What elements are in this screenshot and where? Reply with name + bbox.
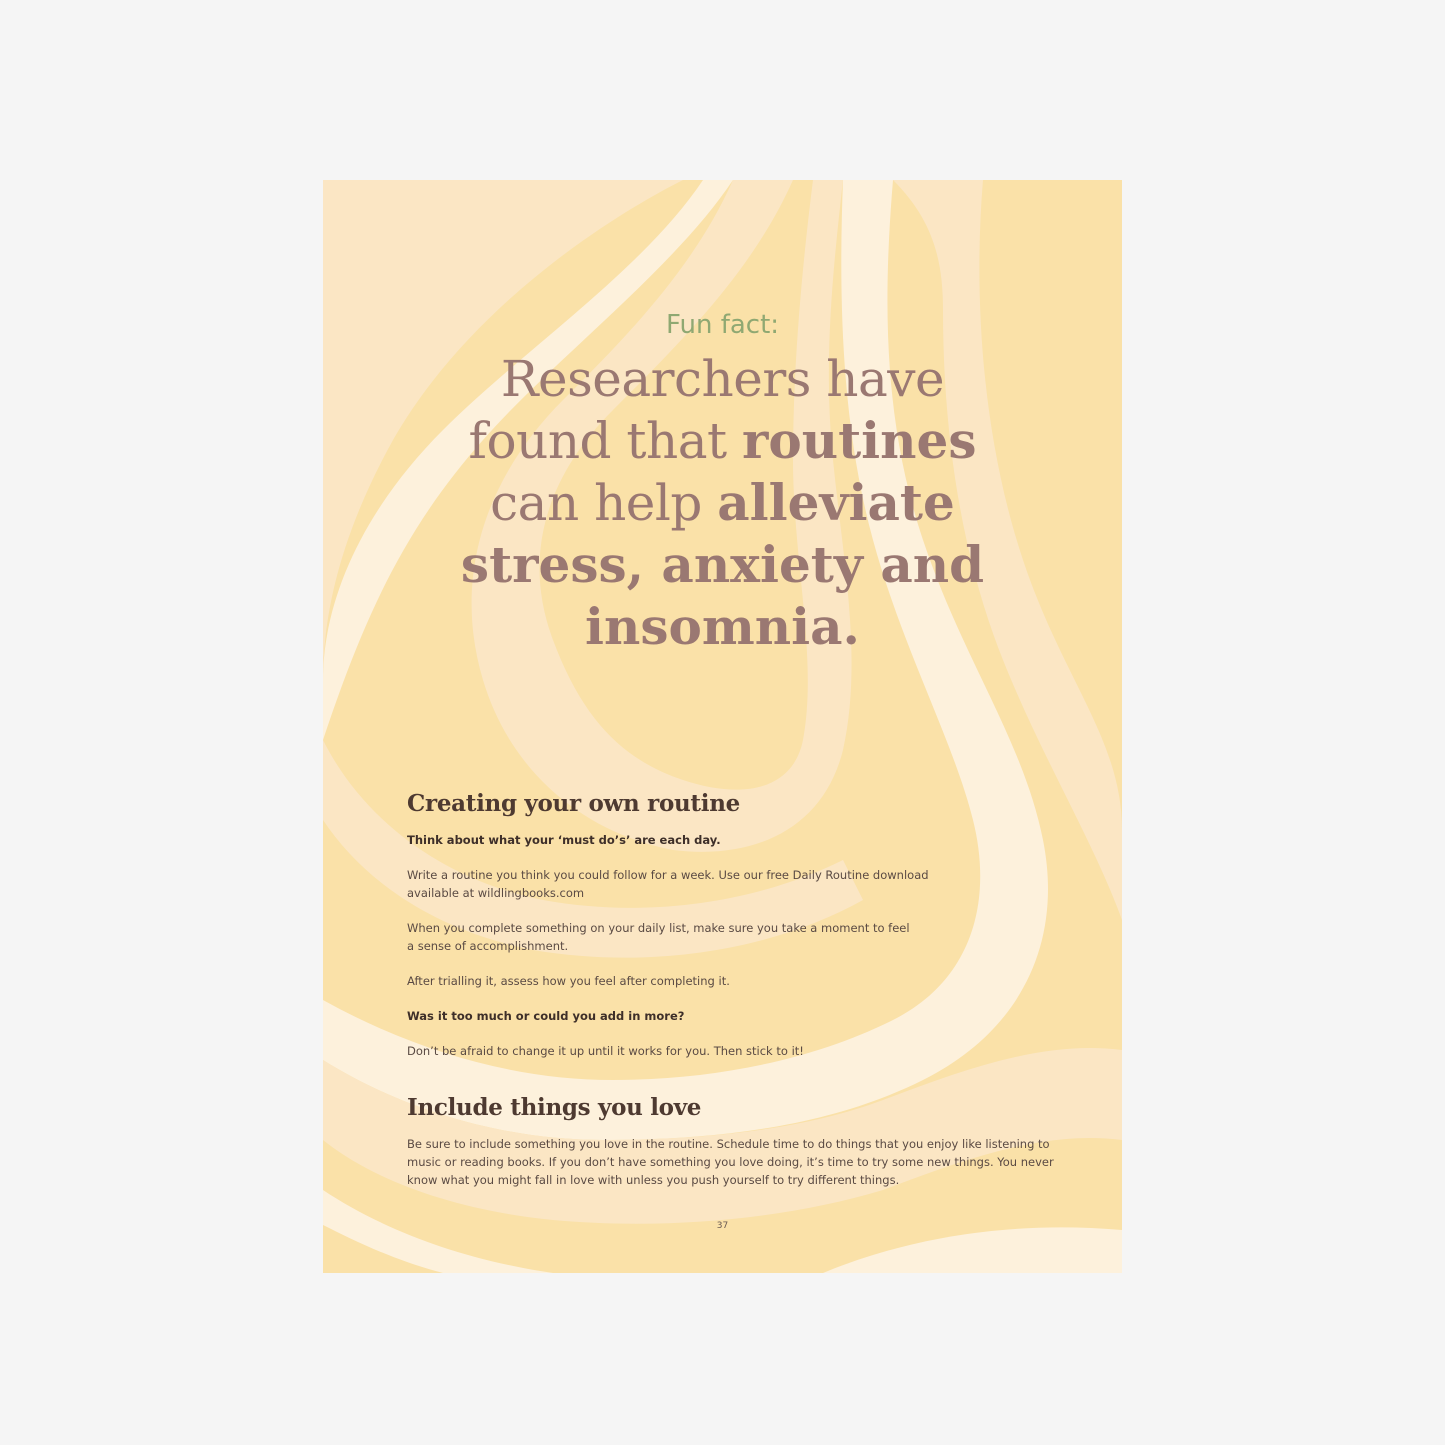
section-creating-routine <box>407 790 1077 1077</box>
headline-line-1: Researchers have <box>500 350 945 408</box>
headline <box>363 348 1082 658</box>
headline-line-4: stress, anxiety and <box>460 535 985 594</box>
headline-line-3 <box>363 472 1082 534</box>
paragraph-accomplishment: When you complete something on your daily list, make sure you take a moment to feel a sense of accomplishment. <box>407 921 910 953</box>
headline-line-3-regular: can help <box>490 474 718 532</box>
fun-fact-label: Fun fact: <box>665 310 780 340</box>
paragraph-write-routine: Write a routine you think you could follow for a week. Use our free Daily Routine download available at wildlingbooks.com <box>407 868 929 900</box>
section-heading: Creating your own routine <box>407 790 740 817</box>
section-heading: Include things you love <box>407 1094 702 1121</box>
headline-line-2-bold: routines <box>742 411 977 470</box>
headline-line-2-regular: found that <box>468 412 743 470</box>
paragraph-must-dos: Think about what your ‘must do’s’ are each day. <box>407 833 721 847</box>
book-page <box>323 180 1122 1273</box>
headline-line-5: insomnia. <box>585 597 860 656</box>
section-include-things <box>407 1094 1067 1206</box>
paragraph-change-it-up: Don’t be afraid to change it up until it works for you. Then stick to it! <box>407 1044 804 1058</box>
headline-line-3-bold: alleviate <box>717 473 955 532</box>
paragraph-include-love: Be sure to include something you love in the routine. Schedule time to do things that you enjoy like listening to music or reading books. If you don’t have something you love doing, it’s time to try some new things. You never know what you might fall in love with unless you push yourself to try different things. <box>407 1137 1054 1187</box>
paragraph-too-much: Was it too much or could you add in more? <box>407 1009 685 1023</box>
page-number: 37 <box>716 1221 729 1231</box>
headline-line-2 <box>363 410 1082 472</box>
wave-band-lower-4 <box>823 1227 1122 1273</box>
paragraph-assess: After trialling it, assess how you feel after completing it. <box>407 974 730 988</box>
